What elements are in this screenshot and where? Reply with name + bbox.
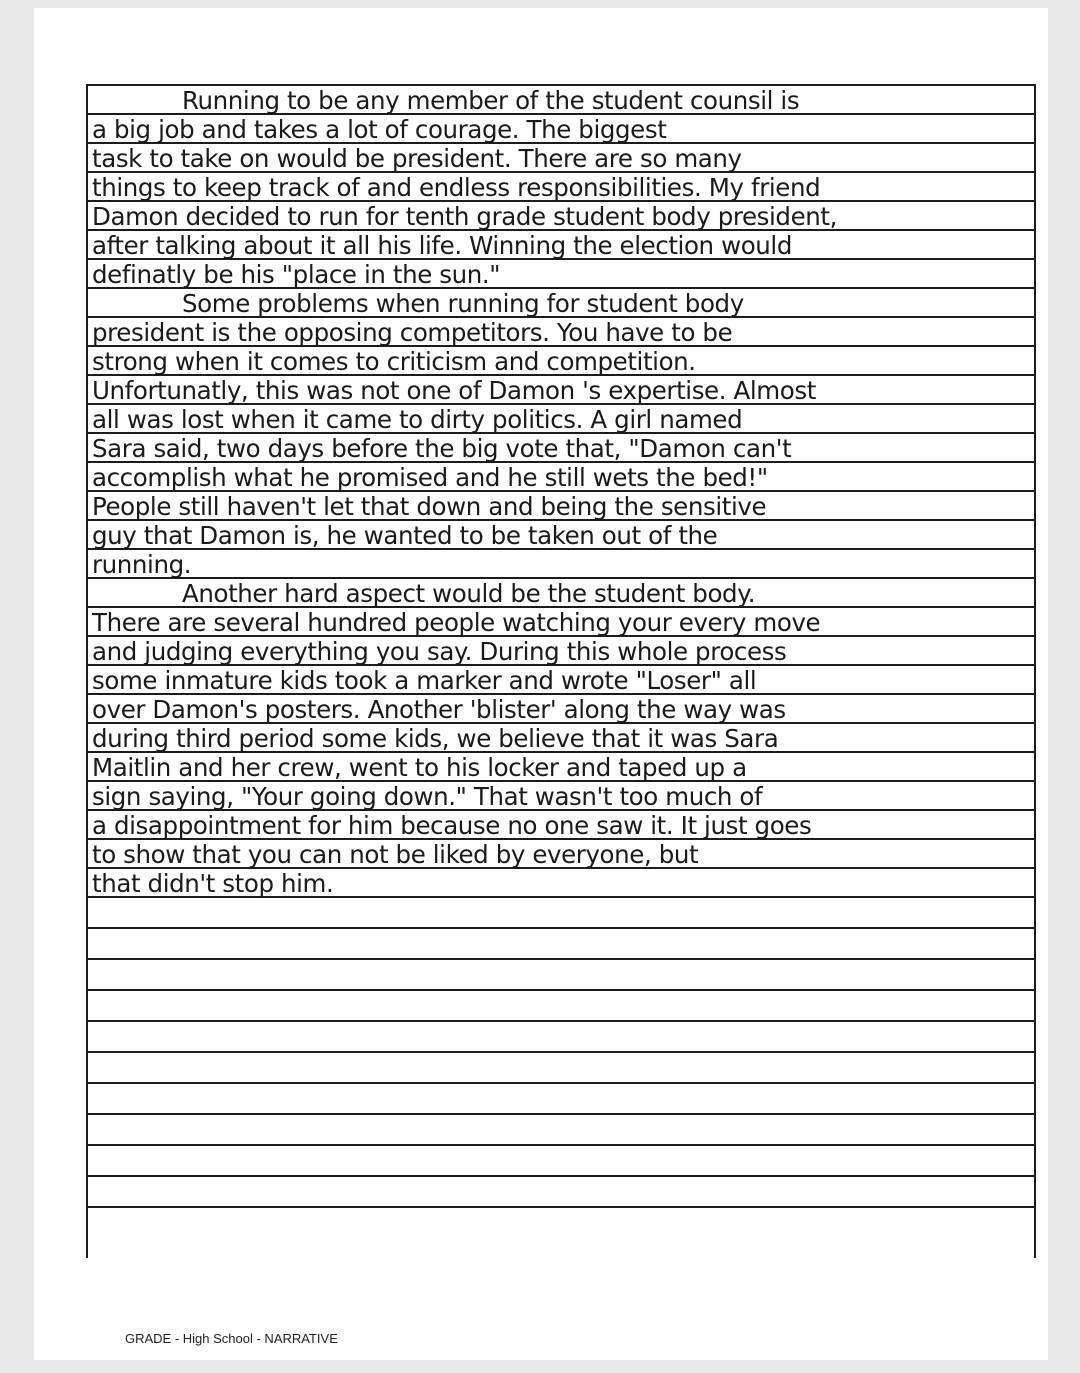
essay-line: Sara said, two days before the big vote that, "Damon can't <box>88 434 1034 463</box>
blank-line <box>88 1022 1034 1053</box>
essay-line: There are several hundred people watching your every move <box>88 608 1034 637</box>
essay-line: task to take on would be president. There are so many <box>88 144 1034 173</box>
blank-line <box>88 991 1034 1022</box>
blank-line <box>88 1177 1034 1208</box>
blank-line <box>88 898 1034 929</box>
essay-line: all was lost when it came to dirty politics. A girl named <box>88 405 1034 434</box>
blank-line <box>88 1053 1034 1084</box>
essay-line: some inmature kids took a marker and wrote "Loser" all <box>88 666 1034 695</box>
essay-line: Running to be any member of the student counsil is <box>88 86 1034 115</box>
essay-line: and judging everything you say. During this whole process <box>88 637 1034 666</box>
essay-line: Some problems when running for student body <box>88 289 1034 318</box>
blank-line <box>88 1115 1034 1146</box>
essay-line: running. <box>88 550 1034 579</box>
essay-line: strong when it comes to criticism and competition. <box>88 347 1034 376</box>
essay-line: guy that Damon is, he wanted to be taken out of the <box>88 521 1034 550</box>
essay-line: a disappointment for him because no one saw it. It just goes <box>88 811 1034 840</box>
essay-line: to show that you can not be liked by everyone, but <box>88 840 1034 869</box>
essay-line: Another hard aspect would be the student body. <box>88 579 1034 608</box>
blank-line <box>88 960 1034 991</box>
essay-line: accomplish what he promised and he still wets the bed!" <box>88 463 1034 492</box>
blank-line <box>88 1146 1034 1177</box>
essay-line: Maitlin and her crew, went to his locker and taped up a <box>88 753 1034 782</box>
essay-line: things to keep track of and endless responsibilities. My friend <box>88 173 1034 202</box>
essay-line: that didn't stop him. <box>88 869 1034 898</box>
essay-line: president is the opposing competitors. You have to be <box>88 318 1034 347</box>
essay-line: definatly be his "place in the sun." <box>88 260 1034 289</box>
essay-line: over Damon's posters. Another 'blister' along the way was <box>88 695 1034 724</box>
essay-line: People still haven't let that down and being the sensitive <box>88 492 1034 521</box>
essay-line: during third period some kids, we believe that it was Sara <box>88 724 1034 753</box>
essay-line: Unfortunatly, this was not one of Damon 's expertise. Almost <box>88 376 1034 405</box>
lined-writing-area <box>86 84 1036 1258</box>
essay-line: Damon decided to run for tenth grade student body president, <box>88 202 1034 231</box>
worksheet-page <box>34 8 1048 1360</box>
essay-line: after talking about it all his life. Winning the election would <box>88 231 1034 260</box>
blank-line <box>88 1084 1034 1115</box>
essay-line: a big job and takes a lot of courage. The biggest <box>88 115 1034 144</box>
essay-line: sign saying, "Your going down." That wasn't too much of <box>88 782 1034 811</box>
grade-footer: GRADE - High School - NARRATIVE <box>125 1331 338 1346</box>
blank-line <box>88 929 1034 960</box>
